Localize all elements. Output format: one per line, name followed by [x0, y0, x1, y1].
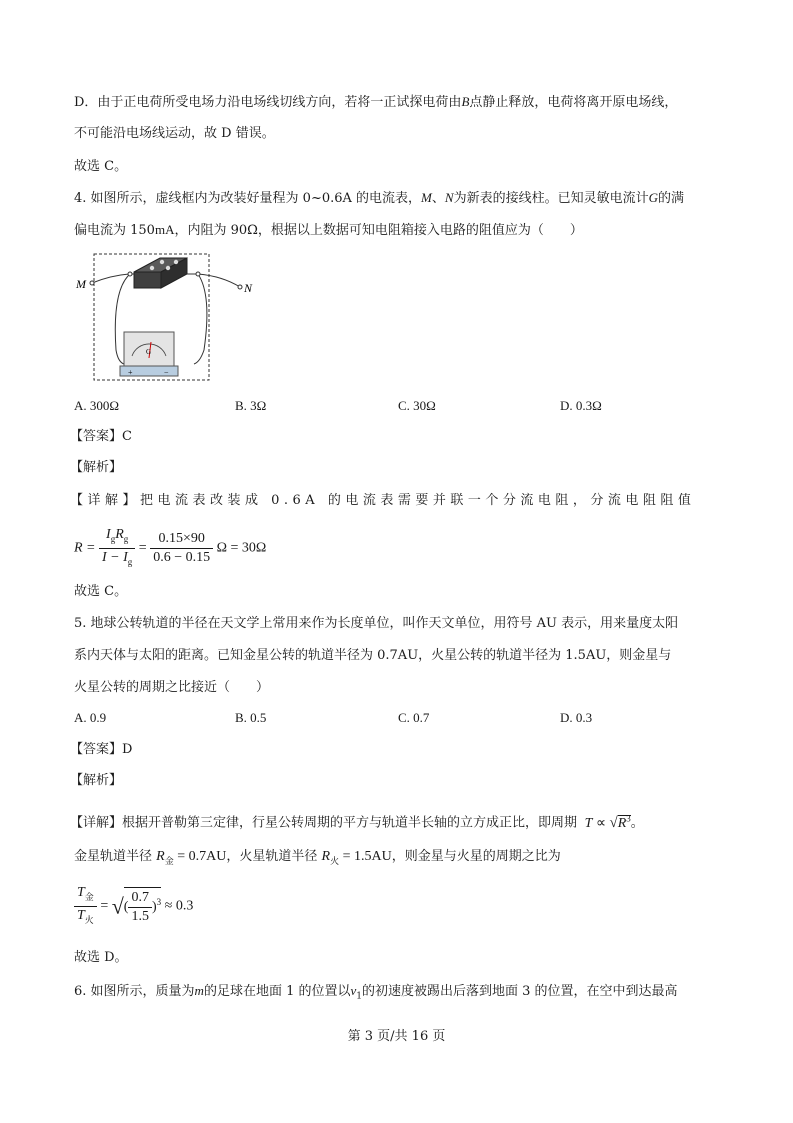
exp: 3 [626, 813, 631, 823]
label-n: N [244, 281, 253, 295]
text-span: 的初速度被踢出后落到地面 3 的位置，在空中到达最高 [362, 984, 678, 999]
formula-proportional: $T \propto √R^3$ [584, 813, 631, 831]
text-span: 【详解】根据开普勒第三定律，行星公转周期的平方与轨道半长轴的立方成正比，即周期 [70, 815, 578, 831]
var: R [156, 849, 165, 864]
text-span: 为新表的接线柱。已知灵敏电流计 [453, 191, 649, 206]
denominator: 0.6 − 0.15 [153, 549, 211, 565]
sub: g [123, 533, 129, 544]
sub: g [110, 533, 116, 544]
text-span: 。 [630, 815, 644, 831]
var: R [115, 527, 124, 542]
text-span: 金星轨道半径 [74, 849, 153, 864]
q5-choice-d: D. 0.3 [560, 710, 593, 725]
detail-text: 【详解】把电流表改装成 0.6A 的电流表需要并联一个分流电阻，分流电阻阻值 [70, 493, 696, 508]
terminal-m-text: M [421, 190, 432, 205]
q5-choice-b: B. 0.5 [235, 710, 267, 725]
text-line [74, 92, 677, 113]
formula-venus [156, 849, 226, 864]
var: T [77, 885, 85, 900]
text-span: D．由于正电荷所受电场力沿电场线切线方向，若将一正试探电荷由 [74, 95, 462, 110]
text-span: 、 [431, 191, 445, 206]
formula-mars [322, 849, 392, 864]
fraction [128, 889, 152, 926]
question-5-line-1: 5. 地球公转轨道的半径在天文学上常用来作为长度单位，叫作天文单位，用符号 AU 表示，用来量度太阳 [74, 616, 679, 631]
var: I − I [102, 549, 128, 565]
text-span: 4. 如图所示，虚线框内为改装好量程为 0~0.6A 的电流表， [74, 191, 422, 206]
text-span: ，则金星与火星的周期之比为 [391, 849, 561, 864]
plus-label: + [128, 368, 133, 377]
var: I [106, 527, 111, 542]
text-span: 偏电流为 150 [74, 223, 155, 238]
resistance-box-front [134, 272, 161, 288]
question-6-line-1 [74, 981, 678, 1007]
minus-label: − [164, 368, 169, 377]
formula-lhs: R = [74, 540, 96, 556]
knob-icon [150, 266, 154, 270]
sub: 金 [84, 891, 94, 902]
question-5-line-3: 火星公转的周期之比接近（ ） [74, 680, 270, 695]
analysis-label: 【解析】 [70, 460, 123, 475]
sub: g [127, 556, 133, 567]
var: T [584, 815, 593, 831]
sub: 火 [330, 855, 340, 866]
text-span: 点静止释放，电荷将离开原电场线， [469, 95, 678, 110]
var: R [617, 815, 627, 831]
q5-choice-a: A. 0.9 [74, 710, 107, 725]
page-footer: 第 3 页/共 16 页 [347, 1029, 446, 1044]
q4-choice-c: C. 30Ω [398, 398, 436, 413]
val: = 0.7AU [177, 849, 227, 864]
numerator: 0.7 [128, 889, 152, 908]
exp: 3 [156, 896, 162, 907]
val: = 1.5AU [342, 849, 392, 864]
q4-choice-a: A. 300Ω [74, 398, 120, 413]
formula-period-ratio: $\frac{T_金}{T_火}$ = √( $\frac{0.7}{1.5}$ )$^3$ ≈ 0.3 [74, 884, 193, 929]
analysis-label: 【解析】 [70, 773, 123, 788]
terminal-n-icon [238, 285, 242, 289]
fraction [150, 530, 213, 567]
fraction [99, 526, 135, 571]
formula-resistance [74, 526, 266, 571]
equals: = [100, 898, 109, 914]
radius-line [74, 847, 561, 871]
result: ≈ 0.3 [164, 898, 194, 914]
answer-label: 【答案】D [70, 742, 133, 757]
galvanometer-text: G [648, 190, 658, 205]
text-span: ，火星轨道半径 [226, 849, 318, 864]
terminal-icon [196, 272, 200, 276]
text-line: 故选 D。 [74, 950, 128, 965]
text-span: 的足球在地面 1 的位置以 [203, 984, 351, 999]
terminal-icon [128, 272, 132, 276]
q4-choice-b: B. 3Ω [235, 398, 267, 413]
detail-text-5 [70, 808, 644, 834]
question-5-line-2: 系内天体与太阳的距离。已知金星公转的轨道半径为 0.7AU，火星公转的轨道半径为 1.5AU，则金星与 [74, 648, 672, 663]
galvanometer-g: G [146, 348, 152, 356]
var: R [321, 849, 331, 864]
text-span: ，内阻为 90Ω，根据以上数据可知电阻箱接入电路的阻值应为（ ） [174, 223, 583, 238]
q5-choice-c: C. 0.7 [398, 710, 430, 725]
text-line: 不可能沿电场线运动，故 D 错误。 [74, 126, 275, 141]
velocity-var: v [350, 983, 357, 998]
knob-icon [166, 266, 170, 270]
equals: = [138, 540, 147, 556]
text-span: 6. 如图所示，质量为 [74, 984, 195, 999]
sub: 1 [356, 991, 362, 1002]
terminal-m-icon [90, 281, 94, 285]
text-span: 的满 [657, 191, 684, 206]
prop: ∝ [595, 815, 606, 831]
sub: 火 [84, 914, 94, 925]
text-line: 故选 C。 [74, 584, 128, 599]
numerator: 0.15×90 [150, 530, 213, 549]
point-label: B [461, 94, 470, 109]
denominator: 1.5 [131, 908, 149, 924]
sub: 金 [164, 855, 174, 866]
knob-icon [174, 260, 178, 264]
var: T [77, 907, 85, 923]
ammeter-circuit-figure [72, 250, 262, 385]
result: Ω = 30Ω [216, 540, 267, 556]
question-4-line-2 [74, 220, 583, 241]
mass-var: m [194, 983, 204, 998]
answer-label: 【答案】C [70, 429, 132, 444]
question-4-line-1 [74, 188, 684, 209]
unit-ma: mA [154, 222, 175, 237]
terminal-n-text: N [444, 190, 454, 205]
wire [182, 274, 240, 287]
wire [194, 274, 207, 364]
fraction [74, 884, 97, 929]
q4-choice-d: D. 0.3Ω [560, 398, 602, 413]
text-line: 故选 C。 [74, 159, 128, 174]
knob-icon [160, 260, 164, 264]
label-m: M [76, 277, 86, 291]
